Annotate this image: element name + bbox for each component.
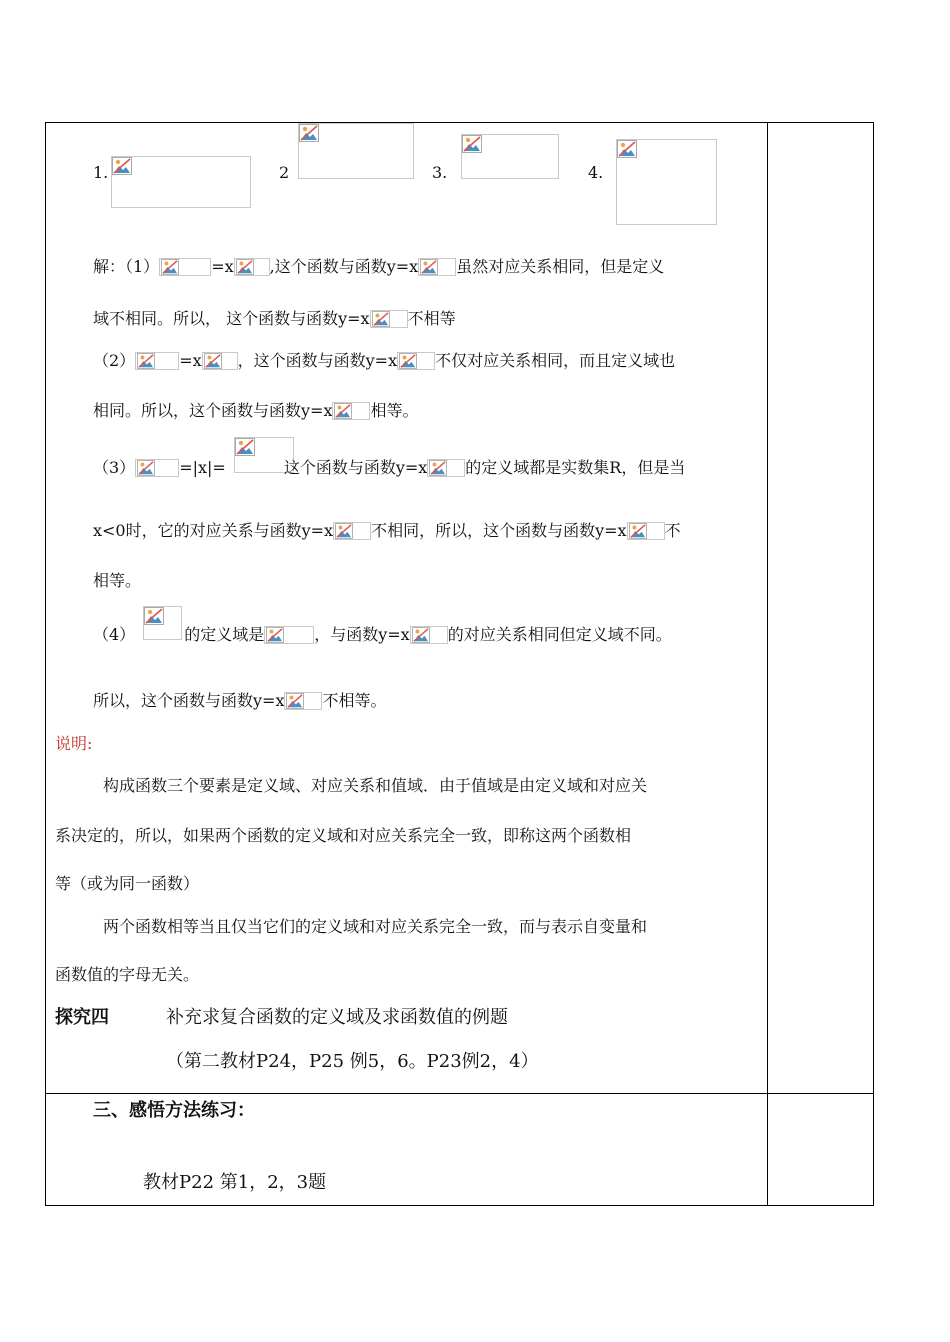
- note-paragraph-1-line-3: 等（或为同一函数）: [55, 874, 200, 893]
- lesson-table: [45, 122, 874, 1206]
- explore-reference: （第二教材P24，P25 例5，6。P23例2，4）: [166, 1051, 539, 1072]
- broken-image-icon: [371, 311, 391, 327]
- broken-image-icon: [462, 135, 482, 153]
- explore-label: 探究四: [55, 1007, 109, 1028]
- exercise-task: 教材P22 第1，2，3题: [143, 1172, 327, 1193]
- solution-line-2: 域不相同。所以， 这个函数与函数y=x 不相等: [93, 309, 456, 328]
- broken-image-icon: [419, 259, 439, 275]
- formula-image: [397, 352, 435, 370]
- formula-image: [427, 459, 465, 477]
- broken-image-icon: [160, 259, 180, 275]
- item-number-4: 4.: [588, 163, 604, 182]
- broken-image-icon: [265, 627, 285, 643]
- solution-line-9: 所以，这个函数与函数y=x 不相等。: [93, 691, 387, 710]
- formula-image: [418, 258, 456, 276]
- solution-line-7: 相等。: [93, 571, 142, 590]
- formula-image: [264, 626, 314, 644]
- formula-image: [135, 352, 179, 370]
- column-divider: [767, 123, 768, 1205]
- broken-image-icon: [398, 353, 418, 369]
- note-paragraph-2-line-2: 函数值的字母无关。: [55, 965, 200, 984]
- solution-line-5: （3） =|x|= 这个函数与函数y=x 的定义域都是实数集R，但是当: [93, 458, 686, 477]
- broken-image-icon: [285, 693, 305, 709]
- broken-image-icon: [628, 523, 648, 539]
- solution-line-4: 相同。所以，这个函数与函数y=x 相等。: [93, 401, 419, 420]
- solution-line-8: （4） 的定义域是 ，与函数y=x 的对应关系相同但定义域不同。: [93, 625, 672, 644]
- explore-title: 补充求复合函数的定义域及求函数值的例题: [166, 1007, 508, 1028]
- solution-line-3: （2） =x ，这个函数与函数y=x 不仅对应关系相同，而且定义域也: [93, 351, 676, 370]
- broken-image-icon: [136, 353, 156, 369]
- formula-image: [284, 692, 322, 710]
- formula-image: [370, 310, 408, 328]
- formula-image: [627, 522, 665, 540]
- row-divider: [46, 1093, 873, 1094]
- formula-image-1: [111, 156, 251, 208]
- broken-image-icon: [428, 460, 448, 476]
- note-paragraph-1-line-1: 构成函数三个要素是定义域、对应关系和值域．由于值域是由定义域和对应关: [103, 776, 648, 795]
- broken-image-icon: [411, 627, 431, 643]
- note-paragraph-2-line-1: 两个函数相等当且仅当它们的定义域和对应关系完全一致，而与表示自变量和: [103, 917, 648, 936]
- item-number-1: 1.: [93, 163, 109, 182]
- broken-image-icon: [299, 124, 319, 142]
- formula-image: [202, 352, 238, 370]
- item-number-2: 2: [279, 163, 290, 182]
- broken-image-icon: [144, 607, 164, 625]
- formula-image: [135, 459, 179, 477]
- section-title: 三、感悟方法练习：: [93, 1100, 255, 1121]
- formula-image-2: [298, 123, 414, 179]
- formula-image: [234, 258, 270, 276]
- broken-image-icon: [333, 403, 353, 419]
- broken-image-icon: [112, 157, 132, 175]
- formula-image-3: [461, 134, 559, 179]
- item-number-3: 3.: [432, 163, 448, 182]
- formula-image: [410, 626, 448, 644]
- note-paragraph-1-line-2: 系决定的，所以，如果两个函数的定义域和对应关系完全一致，即称这两个函数相: [55, 826, 632, 845]
- broken-image-icon: [136, 460, 156, 476]
- broken-image-icon: [235, 259, 255, 275]
- solution-line-6: x<0时，它的对应关系与函数y=x 不相同，所以，这个函数与函数y=x 不: [93, 521, 681, 540]
- formula-image: [333, 522, 371, 540]
- broken-image-icon: [334, 523, 354, 539]
- broken-image-icon: [617, 140, 637, 158]
- broken-image-icon: [235, 438, 255, 456]
- broken-image-icon: [203, 353, 223, 369]
- note-title: 说明:: [55, 734, 93, 753]
- formula-image: [159, 258, 211, 276]
- solution-line-1: 解：（1） =x ,这个函数与函数y=x 虽然对应关系相同，但是定义: [93, 257, 665, 276]
- formula-image: [332, 402, 370, 420]
- formula-image-4: [616, 139, 717, 225]
